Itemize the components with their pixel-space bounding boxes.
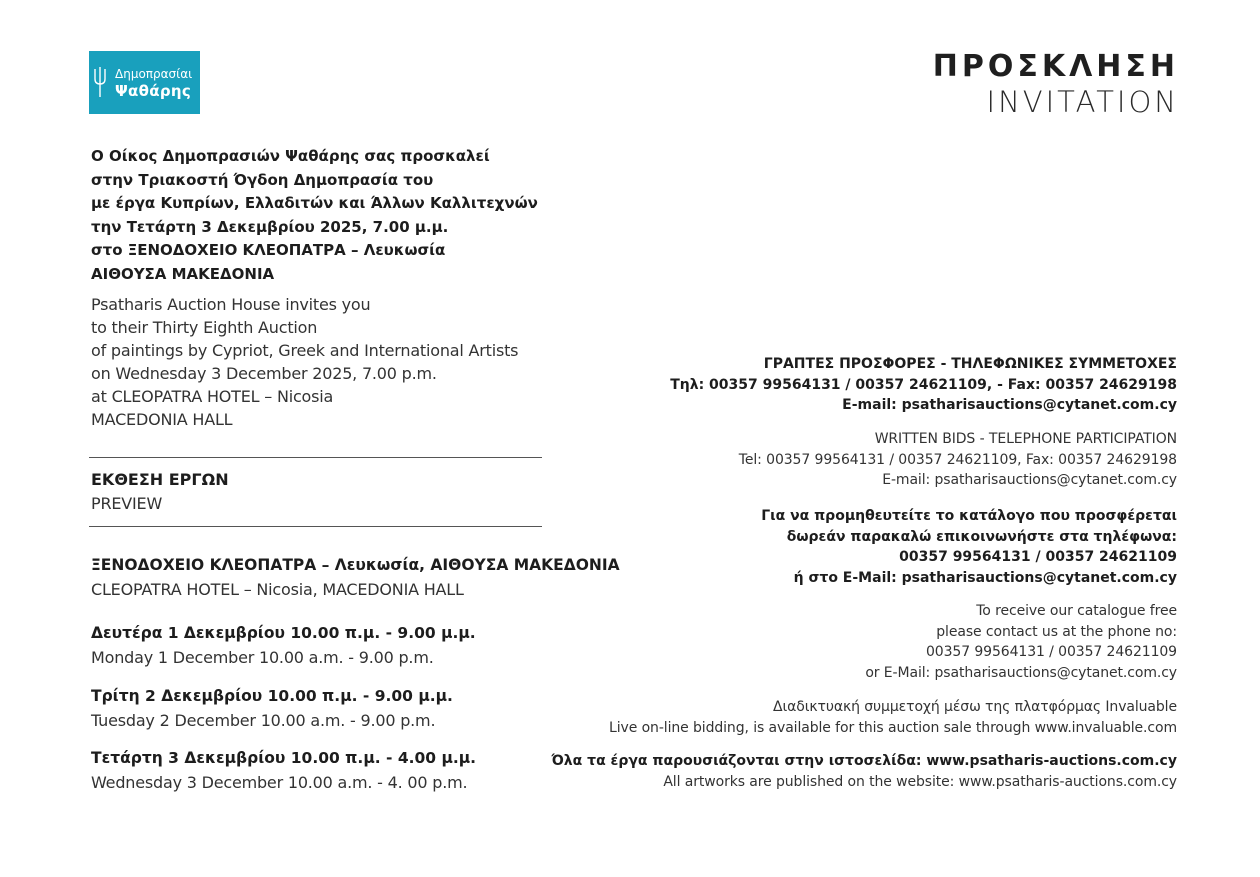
intro-greek-line: με έργα Κυπρίων, Ελλαδιτών και Άλλων Καλλιτεχνών [91,194,538,212]
catalogue-greek-line: δωρεάν παρακαλώ επικοινωνήστε στα τηλέφωνα: [786,528,1177,545]
bids-english-line: E-mail: psatharisauctions@cytanet.com.cy [882,472,1177,488]
catalogue-greek-line: Για να προμηθευτείτε το κατάλογο που προσφέρεται [761,508,1177,524]
bids-greek-line: ΓΡΑΠΤΕΣ ΠΡΟΣΦΟΡΕΣ - ΤΗΛΕΦΩΝΙΚΕΣ ΣΥΜΜΕΤΟΧΕΣ [763,356,1177,372]
catalogue-greek-line: ή στο E-Mail: psatharisauctions@cytanet.com.cy [793,569,1177,586]
divider [89,526,542,527]
intro-english-line: Psatharis Auction House invites you [91,295,371,314]
schedule-english: Wednesday 3 December 10.00 a.m. - 4. 00 p.m. [91,772,468,792]
intro-greek-line: ΑΙΘΟΥΣΑ ΜΑΚΕΔΟΝΙΑ [91,264,275,283]
logo-text-line1: Δημοπρασίαι [115,67,193,81]
intro-english [91,293,518,431]
schedule-day [91,685,453,732]
divider [89,457,542,458]
preview-section [91,468,229,515]
intro-greek-line: στην Τριακοστή Όγδοη Δημοπρασία του [91,170,434,189]
catalogue-greek [761,506,1177,588]
website-greek: Όλα τα έργα παρουσιάζονται στην ιστοσελίδα: www.psatharis-auctions.com.cy [551,753,1177,769]
catalogue-english-line: or E-Mail: psatharisauctions@cytanet.com.cy [865,664,1177,681]
preview-greek: ΕΚΘΕΣΗ ΕΡΓΩΝ [91,470,229,489]
catalogue-greek-line: 00357 99564131 / 00357 24621109 [899,549,1177,565]
website-english: All artworks are published on the website: www.psatharis-auctions.com.cy [663,773,1177,790]
bids-greek-line: Τηλ: 00357 99564131 / 00357 24621109, - Fax: 00357 24629198 [670,376,1177,393]
schedule-english: Monday 1 December 10.00 a.m. - 9.00 p.m. [91,647,434,667]
bids-greek [670,354,1177,416]
title-greek: ΠΡΟΣΚΛΗΣΗ [932,49,1179,84]
invitation-title [933,50,1179,120]
logo-text-line2: Ψαθάρης [115,82,192,100]
intro-greek [91,145,538,286]
intro-greek-line: στο ΞΕΝΟΔΟΧΕΙΟ ΚΛΕΟΠΑΤΡΑ – Λευκωσία [91,241,446,259]
intro-english-line: on Wednesday 3 December 2025, 7.00 p.m. [91,364,437,383]
preview-english: PREVIEW [91,493,163,513]
intro-english-line: MACEDONIA HALL [91,410,233,429]
catalogue-english-line: To receive our catalogue free [976,603,1177,619]
schedule-day [91,747,476,794]
venue-english: CLEOPATRA HOTEL – Nicosia, MACEDONIA HALL [91,579,464,599]
bids-english-line: Tel: 00357 99564131 / 00357 24621109, Fax: 00357 24629198 [738,451,1177,468]
catalogue-english-line: 00357 99564131 / 00357 24621109 [925,644,1177,660]
bids-greek-line: E-mail: psatharisauctions@cytanet.com.cy [842,397,1177,413]
intro-greek-line: την Τετάρτη 3 Δεκεμβρίου 2025, 7.00 μ.μ. [91,217,449,236]
catalogue-english [865,601,1177,683]
website-section [551,751,1177,792]
trident-logo-icon [94,67,106,97]
logo [89,51,200,114]
title-english: INVITATION [986,85,1179,119]
bids-english [739,429,1177,491]
schedule-english: Tuesday 2 December 10.00 a.m. - 9.00 p.m. [91,710,436,730]
online-greek: Διαδικτυακή συμμετοχή μέσω της πλατφόρμας Invaluable [773,699,1177,715]
schedule-day [91,622,476,669]
online-bidding [609,697,1177,738]
online-english: Live on-line bidding, is available for this auction sale through www.invaluable.com [609,719,1177,736]
schedule-greek: Τετάρτη 3 Δεκεμβρίου 10.00 π.μ. - 4.00 μ.μ. [91,749,477,767]
intro-english-line: of paintings by Cypriot, Greek and International Artists [91,341,519,360]
intro-english-line: to their Thirty Eighth Auction [91,318,318,337]
intro-greek-line: Ο Οίκος Δημοπρασιών Ψαθάρης σας προσκαλεί [91,147,490,165]
venue-greek: ΞΕΝΟΔΟΧΕΙΟ ΚΛΕΟΠΑΤΡΑ – Λευκωσία, ΑΙΘΟΥΣΑ ΜΑΚΕΔΟΝΙΑ [91,556,620,574]
venue-section [91,554,620,601]
catalogue-english-line: please contact us at the phone no: [936,623,1177,640]
schedule-greek: Δευτέρα 1 Δεκεμβρίου 10.00 π.μ. - 9.00 μ.μ. [91,624,476,642]
schedule-greek: Τρίτη 2 Δεκεμβρίου 10.00 π.μ. - 9.00 μ.μ. [91,687,453,705]
bids-english-line: WRITTEN BIDS - TELEPHONE PARTICIPATION [874,431,1177,447]
intro-english-line: at CLEOPATRA HOTEL – Nicosia [91,387,334,406]
